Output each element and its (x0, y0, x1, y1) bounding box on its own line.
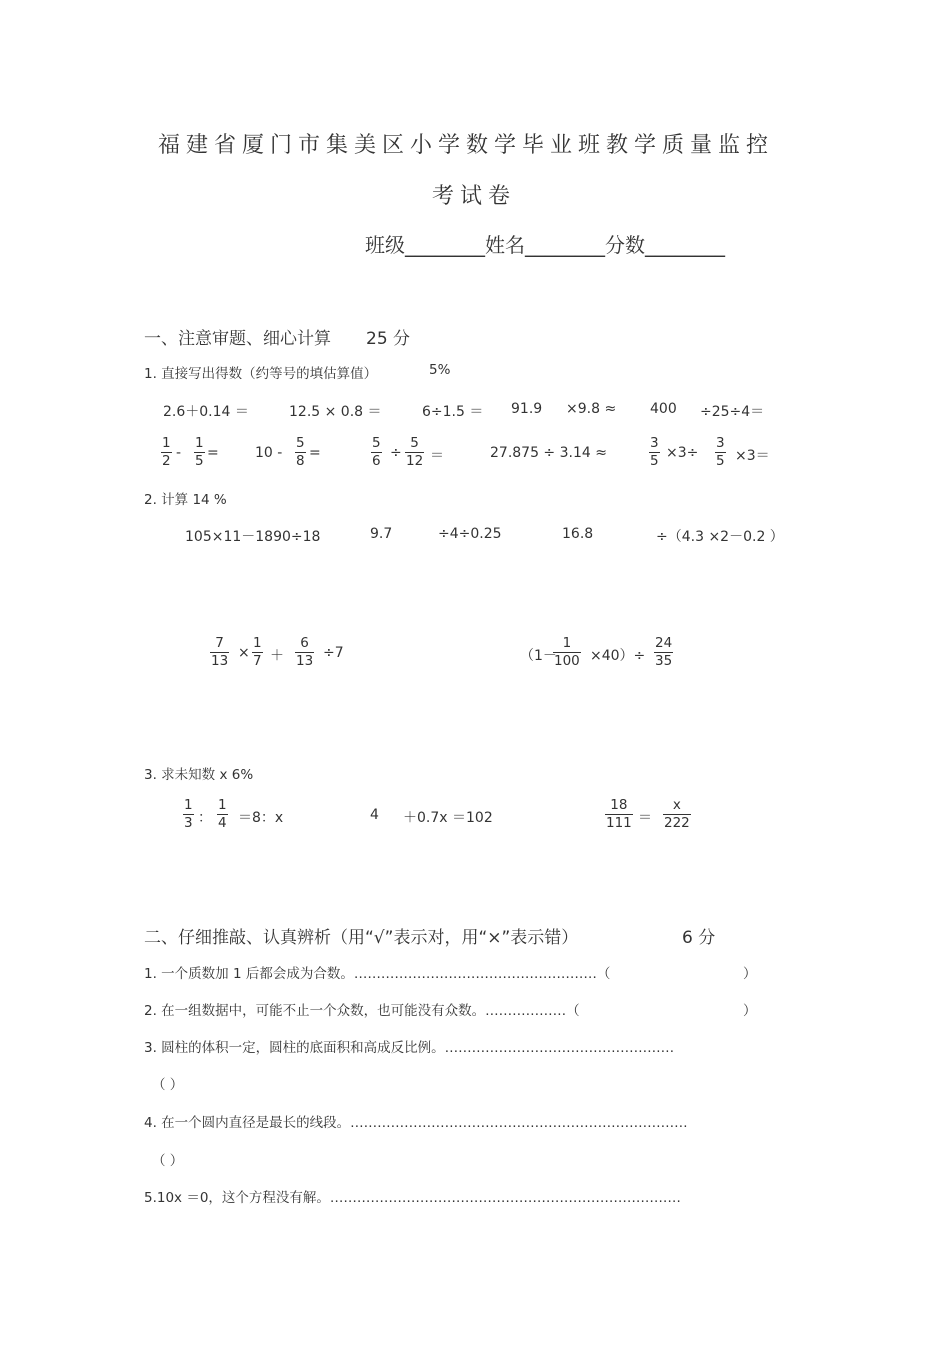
denominator: 8 (296, 453, 305, 469)
expr-text: ×3÷ (666, 445, 699, 461)
numerator: 1 (218, 797, 227, 813)
fraction (649, 435, 660, 470)
operator: × (238, 645, 250, 661)
fraction (605, 797, 633, 832)
q1-expr-1: 2.6＋0.14 ＝ (163, 404, 249, 420)
judge-item-4: 4. 在一个圆内直径是最长的线段。………………………………………………………………… (144, 1115, 688, 1131)
judge-item-1-close[interactable]: ） (743, 966, 757, 982)
expr-text: 27.875 ÷ 3.14 ≈ (490, 445, 607, 461)
q3-expr-2b: ＋0.7x ＝102 (403, 810, 493, 826)
numerator: 1 (162, 435, 171, 451)
numerator: 3 (716, 435, 725, 451)
operator: ＝ (638, 810, 652, 826)
numerator: 18 (610, 797, 628, 813)
operator: - (176, 445, 182, 461)
denominator: 3 (184, 815, 193, 831)
expr-text: ÷7 (323, 645, 344, 661)
numerator: 1 (562, 635, 572, 651)
denominator: 111 (606, 815, 632, 831)
judge-item-2: 2. 在一组数据中，可能不止一个众数，也可能没有众数。………………（ (144, 1003, 580, 1019)
denominator: 5 (650, 453, 659, 469)
denominator: 6 (372, 453, 381, 469)
fraction (371, 435, 382, 470)
fraction (405, 435, 424, 470)
denominator: 13 (211, 653, 229, 669)
judge-item-3-answer[interactable]: （ ） (152, 1077, 184, 1093)
numerator: 24 (655, 635, 673, 651)
operator: ＋ (270, 648, 284, 664)
judge-item-1: 1. 一个质数加 1 后都会成为合数。………………………………………………（ (144, 966, 611, 982)
fraction (194, 435, 205, 470)
denominator: 5 (716, 453, 725, 469)
judge-item-3: 3. 圆柱的体积一定，圆柱的底面积和高成反比例。…………………………………………… (144, 1040, 675, 1056)
denominator: 35 (655, 653, 673, 669)
fraction (210, 635, 229, 670)
denominator: 13 (296, 653, 314, 669)
fraction (553, 635, 581, 670)
denominator: 5 (195, 453, 204, 469)
fraction (295, 435, 306, 470)
numerator: 6 (300, 635, 309, 651)
doc-title-line1: 福建省厦门市集美区小学数学毕业班教学质量监控 (158, 133, 775, 158)
numerator: 1 (253, 635, 262, 651)
judge-item-5: 5.10x ＝0，这个方程没有解。…………………………………………………………………… (144, 1190, 681, 1206)
doc-title-line2: 考试卷 (432, 184, 517, 209)
operator: ＝ (430, 448, 444, 464)
expr-text: （1－ (520, 648, 557, 664)
fraction (295, 635, 314, 670)
numerator: 5 (372, 435, 381, 451)
numerator: 5 (296, 435, 305, 451)
numerator: 5 (410, 435, 419, 451)
fraction (715, 435, 726, 470)
denominator: 100 (554, 653, 580, 669)
q1-expr-5a: 400 (650, 401, 677, 417)
denominator: 7 (253, 653, 262, 669)
q3-label: 3. 求未知数 x 6% (144, 767, 254, 783)
denominator: 4 (218, 815, 227, 831)
q1-expr-4a: 91.9 (511, 401, 543, 417)
fraction (217, 797, 228, 832)
student-info-line: 班级________姓名________分数________ (365, 233, 725, 257)
denominator: 222 (664, 815, 690, 831)
fraction (663, 797, 691, 832)
q2-expr-2b: ÷4÷0.25 (438, 526, 502, 542)
numerator: 3 (650, 435, 659, 451)
fraction (654, 635, 673, 670)
q2-expr-3b: ÷（4.3 ×2－0.2 ） (656, 529, 784, 545)
section2-score: 6 分 (682, 928, 716, 948)
judge-item-2-close[interactable]: ） (743, 1003, 757, 1019)
expr-text: 10 - (255, 445, 283, 461)
q1-percent: 5% (429, 362, 451, 378)
numerator: x (672, 797, 681, 813)
q1-expr-3: 6÷1.5 ＝ (422, 404, 484, 420)
expr-text: ×40）÷ (590, 648, 646, 664)
judge-item-4-answer[interactable]: （ ） (152, 1153, 184, 1169)
section1-score: 25 分 (366, 329, 411, 349)
section2-heading: 二、仔细推敲、认真辨析（用“√”表示对，用“×”表示错） (144, 928, 579, 948)
operator: ÷ (390, 445, 402, 461)
fraction (183, 797, 194, 832)
q3-expr-2a: 4 (370, 807, 379, 823)
q2-label: 2. 计算 14 % (144, 492, 227, 508)
q1-expr-5b: ÷25÷4＝ (700, 404, 765, 420)
fraction (252, 635, 263, 670)
q2-expr-2a: 9.7 (370, 526, 393, 542)
section1-heading: 一、注意审题、细心计算 (144, 329, 331, 349)
operator: ： (198, 810, 212, 826)
denominator: 2 (162, 453, 171, 469)
q1-expr-4b: ×9.8 ≈ (566, 401, 617, 417)
numerator: 7 (215, 635, 224, 651)
fraction (161, 435, 172, 470)
expr-text: ×3＝ (735, 448, 770, 464)
numerator: 1 (184, 797, 193, 813)
operator: = (309, 445, 321, 461)
q1-expr-2: 12.5 × 0.8 ＝ (289, 404, 382, 420)
q2-expr-3a: 16.8 (562, 526, 594, 542)
operator: = (207, 445, 219, 461)
expr-text: ＝8：x (238, 810, 284, 826)
denominator: 12 (406, 453, 424, 469)
q2-expr-1: 105×11－1890÷18 (185, 529, 321, 545)
numerator: 1 (195, 435, 204, 451)
q1-label: 1. 直接写出得数（约等号的填估算值） (144, 366, 378, 382)
